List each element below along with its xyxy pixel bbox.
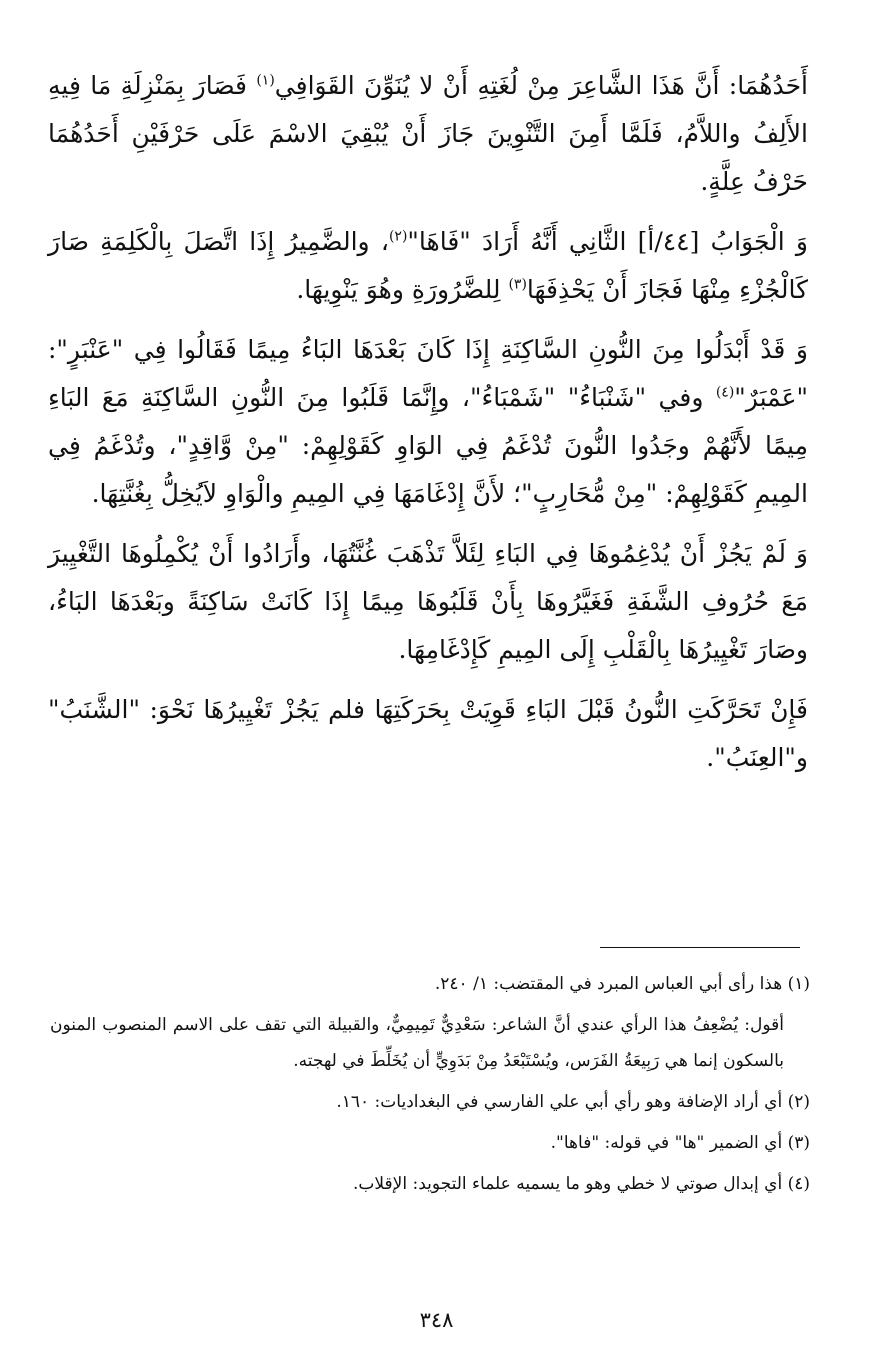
main-text xyxy=(48,62,808,794)
footnote-ref: (٢) xyxy=(388,228,408,245)
footnote: أقول: يُضْعِفُ هذا الرأي عندي أنَّ الشاعر: سَعْدِيٌّ تَمِيمِيٌّ، والقبيلة التي تقف على الاسم المنصوب المنون بالسكون إنما هي رَبِيعَةُ الفَرَس، ويُسْتَبْعَدُ مِنْ بَدَوِيٍّ أن يُخَلِّطَ في لهجته. xyxy=(50,1015,784,1071)
paragraph-text: فَصَارَ بِمَنْزِلَةِ مَا فِيهِ الأَلِفُ واللاَّمُ، فَلَمَّا أَمِنَ التَّنْوِينَ جَازَ أَنْ يُبْقِيَ الاسْمَ عَلَى حَرْفَيْنِ أَحَدُهُمَا حَرْفُ عِلَّةٍ. xyxy=(48,71,808,196)
paragraph-text: ، والضَّمِيرُ إِذَا اتَّصَلَ بِالْكَلِمَةِ صَارَ كَالْجُزْءِ مِنْهَا فَجَازَ أَنْ يَحْذِفَهَا xyxy=(48,227,808,304)
paragraph-text: وَ لَمْ يَجُزْ أَنْ يُدْغِمُوهَا فِي البَاءِ لِئَلاَّ تَذْهَبَ غُنَّتُهَا، وأَرَادُوا أَنْ يُكْمِلُوهَا التَّغْيِيرَ مَعَ حُرُوفِ الشَّفَةِ فَغَيَّرُوهَا بِأَنْ قَلَبُوهَا مِيمًا إِذَا كَانَتْ سَاكِنَةً وبَعْدَهَا البَاءُ، وصَارَ تَغْيِيرُهَا بِالْقَلْبِ إِلَى المِيمِ كَإِدْغَامِهَا. xyxy=(48,539,808,664)
paragraph xyxy=(48,62,808,206)
footnote: (٣) أي الضمير "ها" في قوله: "فاها". xyxy=(550,1133,810,1153)
paragraph-text: وَ قَدْ أَبْدَلُوا مِنَ النُّونِ السَّاكِنَةِ إِذَا كَانَ بَعْدَهَا البَاءُ مِيمًا فَقَالُوا فِي "عَنْبَرٍ": "عَمْبَرٌ" xyxy=(48,335,808,412)
paragraph-text: فَإِنْ تَحَرَّكَتِ النُّونُ قَبْلَ البَاءِ قَوِيَتْ بِحَرَكَتِهَا فلم يَجُزْ تَغْيِيرُهَا نَحْوَ: "الشَّنَبُ" و"العِنَبُ". xyxy=(48,695,808,772)
paragraph-text: وفي "شَنْبَاءُ" "شَمْبَاءُ"، وإِنَّمَا قَلَبُوا مِنَ النُّونِ السَّاكِنَةِ مَعَ البَاءِ مِيمًا لأَنَّهُمْ وجَدُوا النُّونَ تُدْغَمُ فِي الوَاوِ كَقَوْلِهِمْ: "مِنْ وَّاقِدٍ"، وتُدْغَمُ فِي المِيمِ كَقَوْلِهِمْ: "مِنْ مُّحَارِبٍ"؛ لأَنَّ إِدْغَامَهَا فِي المِيمِ والْوَاوِ لاَيُخِلُّ بِغُنَّتِهَا. xyxy=(48,383,808,508)
footnote-separator xyxy=(600,947,800,948)
footnote: (٤) أي إبدال صوتي لا خطي وهو ما يسميه علماء التجويد: الإقلاب. xyxy=(352,1174,810,1194)
page-number: ٣٤٨ xyxy=(419,1308,454,1332)
paragraph-text: أَحَدُهُمَا: أَنَّ هَذَا الشَّاعِرَ مِنْ لُغَتِهِ أَنْ لا يُنَوِّنَ القَوَافِي xyxy=(274,71,808,100)
footnote-ref: (٤) xyxy=(715,384,735,401)
footnote-ref: (٣) xyxy=(508,276,527,293)
paragraph xyxy=(48,530,808,674)
paragraph xyxy=(48,218,808,314)
paragraph xyxy=(48,686,808,782)
paragraph-text: وَ الْجَوَابُ [٤٤/أ] الثَّانِي أَنَّهُ أَرَادَ "فَاهَا" xyxy=(407,227,808,256)
paragraph-text: لِلضَّرُورَةِ وهُوَ يَنْوِيهَا. xyxy=(296,275,509,304)
paragraph xyxy=(48,326,808,518)
footnote: (٢) أي أراد الإضافة وهو رأي أبي علي الفارسي في البغداديات: ١٦٠. xyxy=(336,1092,810,1112)
footnotes xyxy=(50,966,810,1207)
footnote-ref: (١) xyxy=(256,72,275,89)
footnote: (١) هذا رأى أبي العباس المبرد في المقتضب: ١/ ٢٤٠. xyxy=(434,974,810,994)
